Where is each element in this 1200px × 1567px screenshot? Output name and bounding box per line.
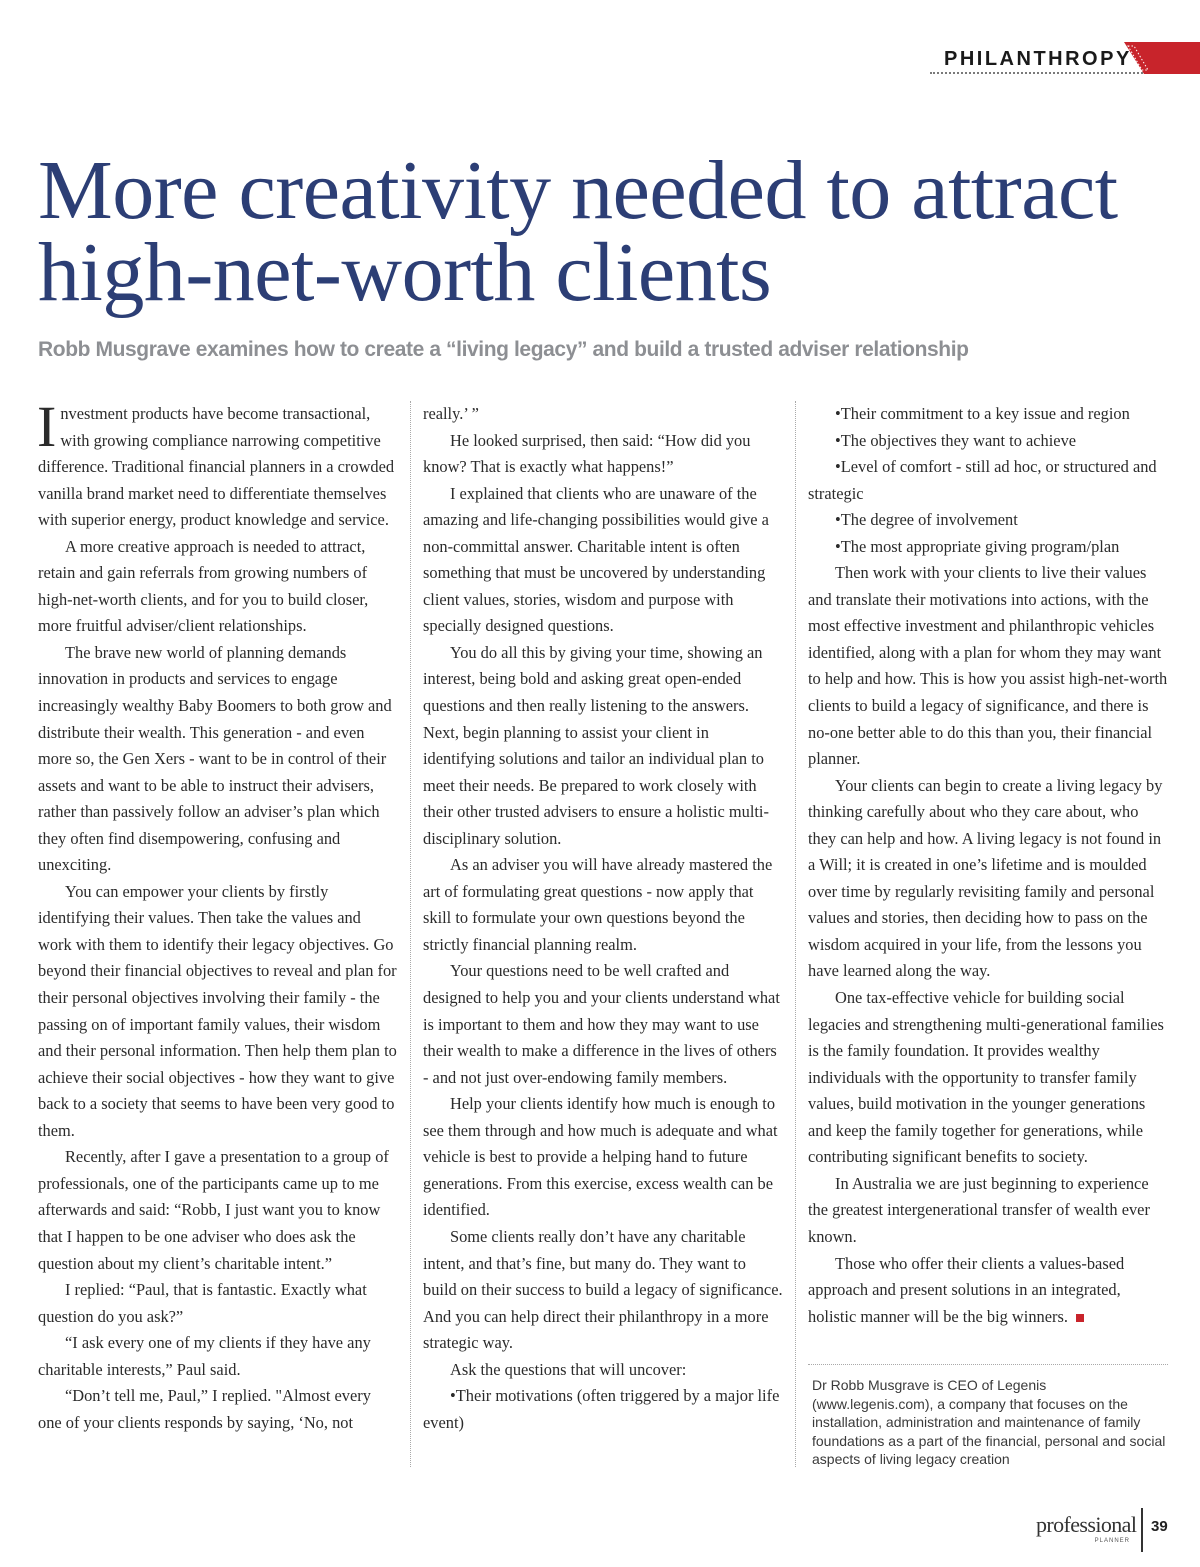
paragraph: One tax-effective vehicle for building social legacies and strengthening multi-generational families is the family foundation. It provides wealthy individuals with the opportunity to transfer family values, build motivation in the younger generations and keep the family together for generations, while contributing significant benefits to society. xyxy=(808,988,1164,1167)
column-divider xyxy=(795,401,796,1467)
publication-logo xyxy=(1036,1512,1136,1542)
paragraph: Your questions need to be well crafted and designed to help you and your clients understand what is important to them and how they may want to use their wealth to make a difference in the lives of others - and not just over-endowing family members. xyxy=(423,961,780,1087)
paragraph-text: nvestment products have become transactional, with growing compliance narrowing competitive difference. Traditional financial planners in a crowded vanilla brand market need to differentiate themselves with superior energy, product knowledge and service. xyxy=(38,404,395,530)
bio-divider xyxy=(808,1364,1168,1365)
paragraph: I replied: “Paul, that is fantastic. Exactly what question do you ask?” xyxy=(38,1280,367,1326)
paragraph: The brave new world of planning demands innovation in products and services to engage increasingly wealthy Baby Boomers to both grow and distribute their wealth. This generation - and even more so, the Gen Xers - want to be in control of their assets and want to be able to instruct their advisers, rather than passively follow an adviser’s plan which they often find disempowering, confusing and unexciting. xyxy=(38,642,392,875)
paragraph xyxy=(808,1251,1168,1331)
paragraph: Ask the questions that will uncover: xyxy=(450,1359,687,1379)
article-title xyxy=(38,144,1168,319)
paragraph: “Don’t tell me, Paul,” I replied. "Almost every one of your clients responds by saying, ‘No, not xyxy=(38,1386,371,1432)
page-number: 39 xyxy=(1151,1518,1168,1535)
bullet-item: •The objectives they want to achieve xyxy=(835,430,1077,450)
paragraph: Your clients can begin to create a living legacy by thinking carefully about who they care about, who they can help and how. A living legacy is not found in a Will; it is created in one’s lifetime and is moulded over time by regularly revisiting family and personal values and stories, then deciding how to pass on the wisdom acquired in your life, from the lessons you have learned along the way. xyxy=(808,775,1163,981)
article-column-2 xyxy=(423,401,783,1436)
drop-cap: I xyxy=(37,394,57,459)
section-dotted-rule xyxy=(930,72,1146,74)
author-bio: Dr Robb Musgrave is CEO of Legenis (www.legenis.com), a company that focuses on the installation, administration and maintenance of family foundations as a part of the financial, personal and social aspects of living legacy creation xyxy=(812,1377,1166,1467)
article-column-3 xyxy=(808,401,1168,1330)
bullet-item: •Their motivations (often triggered by a major life event) xyxy=(423,1386,780,1432)
logo-subtitle: PLANNER xyxy=(1094,1538,1130,1544)
paragraph: Recently, after I gave a presentation to a group of professionals, one of the participants came up to me afterwards and said: “Robb, I just want you to know that I happen to be one adviser who does ask the question about my client’s charitable intent.” xyxy=(38,1147,389,1273)
paragraph: He looked surprised, then said: “How did you know? That is exactly what happens!” xyxy=(423,430,751,477)
logo-wordmark: professional xyxy=(1036,1512,1137,1537)
bullet-item: •The degree of involvement xyxy=(835,510,1018,530)
column-divider xyxy=(410,401,411,1467)
article-column-1 xyxy=(37,394,398,1436)
paragraph: As an adviser you will have already mastered the art of formulating great questions - now apply that skill to formulate your own questions beyond the strictly financial planning realm. xyxy=(423,855,773,954)
paragraph: Help your clients identify how much is enough to see them through and how much is adequate and what vehicle is best to provide a helping hand to future generations. From this exercise, excess wealth can be identified. xyxy=(423,1094,778,1220)
paragraph: A more creative approach is needed to attract, retain and gain referrals from growing numbers of high-net-worth clients, and for you to build closer, more fruitful adviser/client relationships. xyxy=(38,536,369,636)
paragraph xyxy=(37,394,398,534)
paragraph-text: Those who offer their clients a values-based approach and present solutions in an integrated, holistic manner will be the big winners. xyxy=(808,1253,1125,1326)
paragraph: I explained that clients who are unaware of the amazing and life-changing possibilities would give a non-committal answer. Charitable intent is often something that must be uncovered by understanding client values, stories, wisdom and purpose with specially designed questions. xyxy=(423,483,769,636)
paragraph: In Australia we are just beginning to experience the greatest intergenerational transfer of wealth ever known. xyxy=(808,1173,1150,1246)
bullet-item: •The most appropriate giving program/plan xyxy=(835,536,1120,556)
title-line-1: More creativity needed to attract xyxy=(38,144,1118,237)
paragraph: You do all this by giving your time, showing an interest, being bold and asking great open-ended questions and then really listening to the answers. Next, begin planning to assist your client in identifying solutions and tailor an individual plan to meet their needs. Be prepared to work closely with their other trusted advisers to ensure a holistic multi-disciplinary solution. xyxy=(423,642,769,848)
title-line-2: high-net-worth clients xyxy=(38,226,772,319)
end-of-article-square-icon xyxy=(1076,1314,1084,1322)
paragraph: Some clients really don’t have any charitable intent, and that’s fine, but many do. They want to build on their success to build a legacy of significance. And you can help direct their philanthropy in a more strategic way. xyxy=(423,1226,783,1353)
paragraph: “I ask every one of my clients if they have any charitable interests,” Paul said. xyxy=(38,1333,371,1379)
paragraph: You can empower your clients by firstly identifying their values. Then take the values and work with them to identify their legacy objectives. Go beyond their financial objectives to reveal and plan for their personal objectives involving their family - the passing on of important family values, their wisdom and their personal information. Then help them plan to achieve their social objectives - how they want to give back to a society that seems to have been very good to them. xyxy=(38,881,397,1140)
article-standfirst: Robb Musgrave examines how to create a “living legacy” and build a trusted adviser relationship xyxy=(38,338,969,361)
section-chevron-icon xyxy=(1124,42,1200,74)
paragraph: really.’ ” xyxy=(423,404,479,423)
bullet-item: •Their commitment to a key issue and region xyxy=(835,404,1130,423)
footer-divider xyxy=(1141,1508,1143,1552)
paragraph: Then work with your clients to live their values and translate their motivations into actions, with the most effective investment and philanthropic vehicles identified, along with a plan for whom they may want to help and how. This is how you assist high-net-worth clients to build a legacy of significance, and there is no-one better able to do this than you, their financial planner. xyxy=(808,563,1168,769)
bullet-item: •Level of comfort - still ad hoc, or structured and strategic xyxy=(808,457,1157,503)
section-label: PHILANTHROPY xyxy=(944,48,1132,70)
